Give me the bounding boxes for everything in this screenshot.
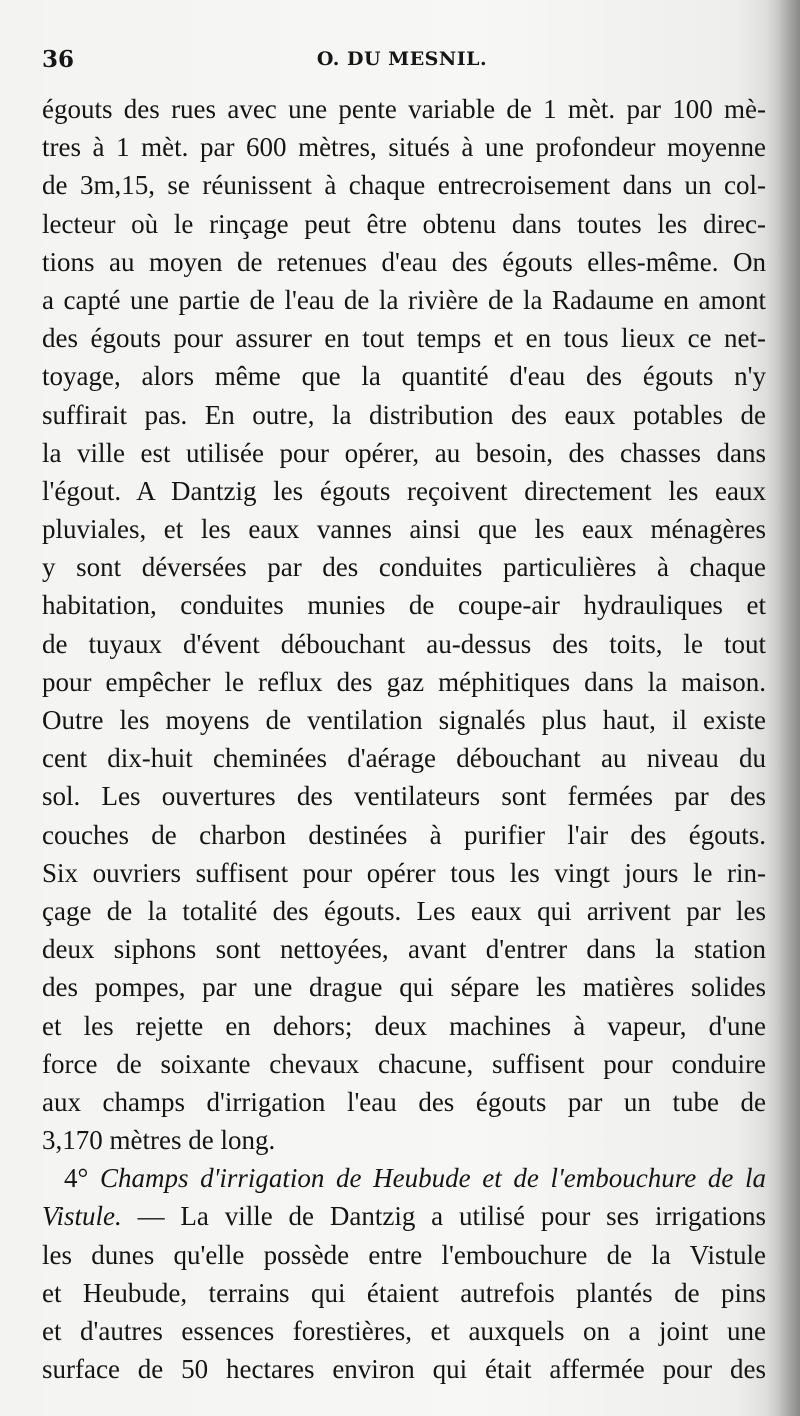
section-text-start: — La ville de Dantzig a utilisé pour ses irrigations [121, 1201, 766, 1232]
text-line: de tuyaux d'évent débouchant au-dessus des toits, le tout [42, 628, 766, 659]
page-header [42, 40, 762, 80]
text-line [42, 1197, 766, 1235]
text-line: égouts des rues avec une pente variable de 1 mèt. par 100 mè- [42, 94, 766, 124]
section-title-end: Vistule. [42, 1201, 122, 1232]
text-line: aux champs d'irrigation l'eau des égouts par un tube de [42, 1086, 766, 1117]
text-line: couches de charbon destinées à purifier l'air des égouts. [42, 819, 766, 850]
text-line: a capté une partie de l'eau de la rivière de la Radaume en amont [42, 284, 766, 315]
section-heading [42, 1159, 766, 1197]
text-line: habitation, conduites munies de coupe-air hydrauliques et [42, 590, 766, 621]
text-line: tres à 1 mèt. par 600 mètres, situés à une profondeur moyenne [42, 132, 766, 163]
text-line: Six ouvriers suffisent pour opérer tous les vingt jours le rin- [42, 857, 766, 888]
running-head: O. DU MESNIL. [316, 48, 488, 70]
text-line: l'égout. A Dantzig les égouts reçoivent directement les eaux [42, 475, 766, 506]
text-line: la ville est utilisée pour opérer, au besoin, des chasses dans [42, 437, 766, 468]
text-line: tions au moyen de retenues d'eau des égouts elles-même. On [42, 246, 766, 277]
text-line: 3,170 mètres de long. [42, 1125, 276, 1156]
text-line: lecteur où le rinçage peut être obtenu dans toutes les direc- [42, 208, 766, 239]
text-line: et Heubude, terrains qui étaient autrefois plantés de pins [42, 1277, 766, 1308]
text-line: pluviales, et les eaux vannes ainsi que les eaux ménagères [42, 514, 766, 545]
text-line: Outre les moyens de ventilation signalés plus haut, il existe [42, 705, 766, 735]
text-line: de 3m,15, se réunissent à chaque entrecroisement dans un col- [42, 170, 766, 201]
text-line: toyage, alors même que la quantité d'eau des égouts n'y [42, 361, 766, 392]
page-number: 36 [42, 46, 75, 73]
text-line: sol. Les ouvertures des ventilateurs sont fermées par des [42, 781, 766, 812]
text-line: des pompes, par une drague qui sépare les matières solides [42, 972, 766, 1003]
paragraph-sewers [42, 90, 766, 1159]
text-line: et les rejette en dehors; deux machines à vapeur, d'une [42, 1010, 766, 1041]
section-heubude [42, 1159, 766, 1388]
text-line: cent dix-huit cheminées d'aérage débouchant au niveau du [42, 743, 766, 774]
text-line: surface de 50 hectares environ qui était affermée pour des [42, 1354, 766, 1385]
text-line: les dunes qu'elle possède entre l'embouchure de la Vistule [42, 1239, 766, 1270]
body-text [42, 90, 766, 1388]
section-number: 4° [64, 1163, 89, 1194]
text-line: force de soixante chevaux chacune, suffisent pour conduire [42, 1048, 766, 1079]
text-line: deux siphons sont nettoyées, avant d'entrer dans la station [42, 934, 766, 965]
text-line: y sont déversées par des conduites particulières à chaque [42, 552, 766, 583]
text-line: et d'autres essences forestières, et auxquels on a joint une [42, 1316, 766, 1346]
text-line: des égouts pour assurer en tout temps et en tous lieux ce net- [42, 323, 766, 354]
text-line: pour empêcher le reflux des gaz méphitiques dans la maison. [42, 666, 766, 697]
section-title: Champs d'irrigation de Heubude et de l'embouchure de la [99, 1163, 766, 1194]
binding-shadow [766, 0, 800, 1416]
text-line: suffirait pas. En outre, la distribution des eaux potables de [42, 399, 766, 430]
text-line: çage de la totalité des égouts. Les eaux qui arrivent par les [42, 895, 766, 926]
